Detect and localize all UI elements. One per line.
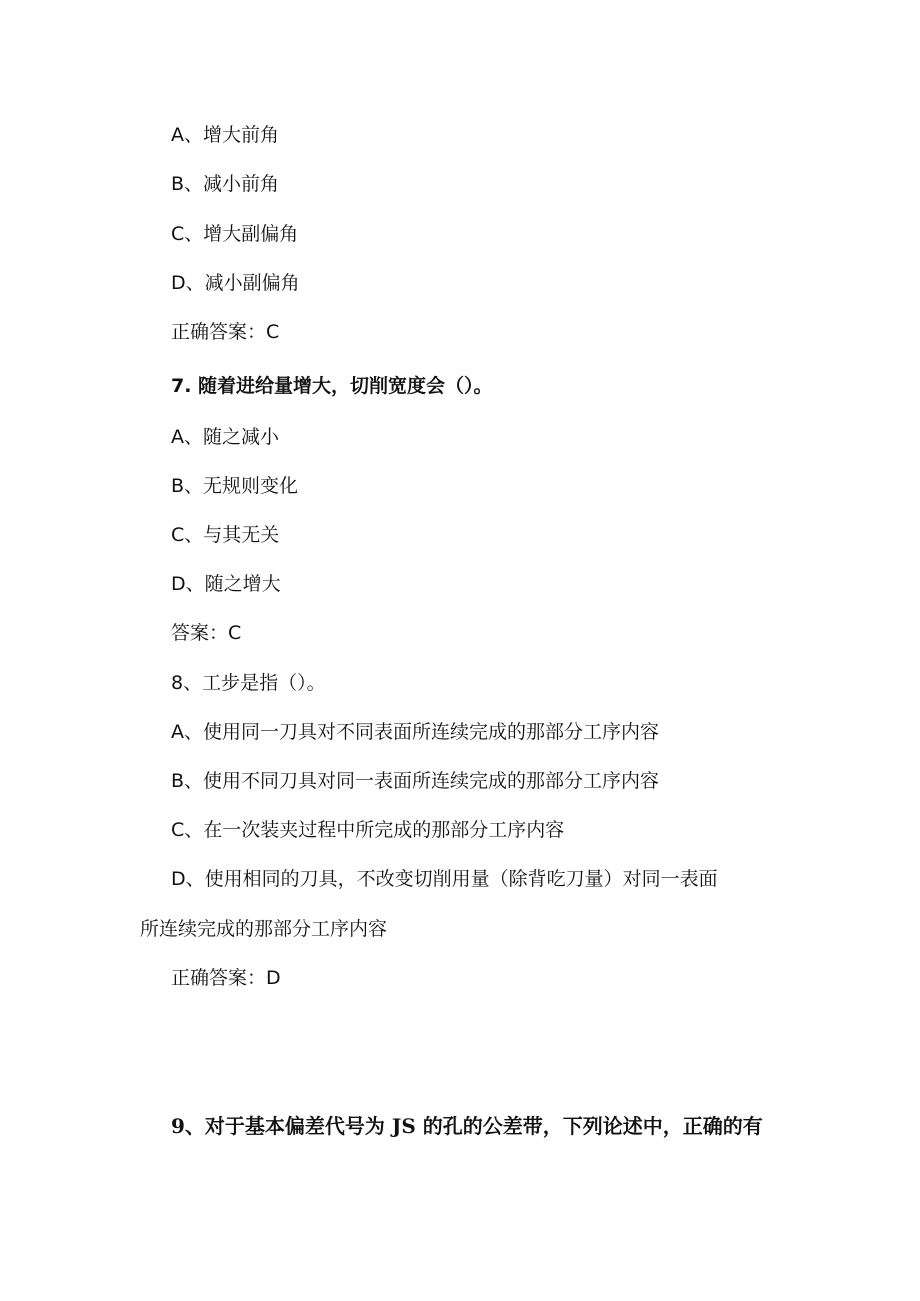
q6-option-c: C、增大副偏角 — [171, 223, 299, 245]
q6-answer: 正确答案：C — [171, 321, 280, 343]
q7-option-b: B、无规则变化 — [171, 475, 299, 497]
q6-option-b: B、减小前角 — [171, 173, 280, 195]
q7-question: 7. 随着进给量增大，切削宽度会（）。 — [171, 375, 493, 397]
q7-option-a: A、随之减小 — [171, 426, 279, 448]
q8-option-c: C、在一次装夹过程中所完成的那部分工序内容 — [171, 819, 565, 841]
q6-option-d: D、减小副偏角 — [171, 272, 300, 294]
q7-option-d: D、随之增大 — [171, 573, 281, 595]
q9-question: 9、对于基本偏差代号为 JS 的孔的公差带，下列论述中，正确的有 — [171, 1114, 763, 1138]
q7-answer: 答案：C — [171, 622, 242, 644]
q8-option-a: A、使用同一刀具对不同表面所连续完成的那部分工序内容 — [171, 721, 659, 743]
q8-option-d: D、使用相同的刀具，不改变切削用量（除背吃刀量）对同一表面 — [171, 868, 718, 890]
q6-option-a: A、增大前角 — [171, 124, 279, 146]
q7-option-c: C、与其无关 — [171, 524, 280, 546]
q8-answer: 正确答案：D — [171, 967, 281, 989]
q8-option-d-continued: 所连续完成的那部分工序内容 — [140, 918, 388, 940]
q8-option-b: B、使用不同刀具对同一表面所连续完成的那部分工序内容 — [171, 770, 660, 792]
q8-question: 8、工步是指（）。 — [171, 672, 326, 694]
